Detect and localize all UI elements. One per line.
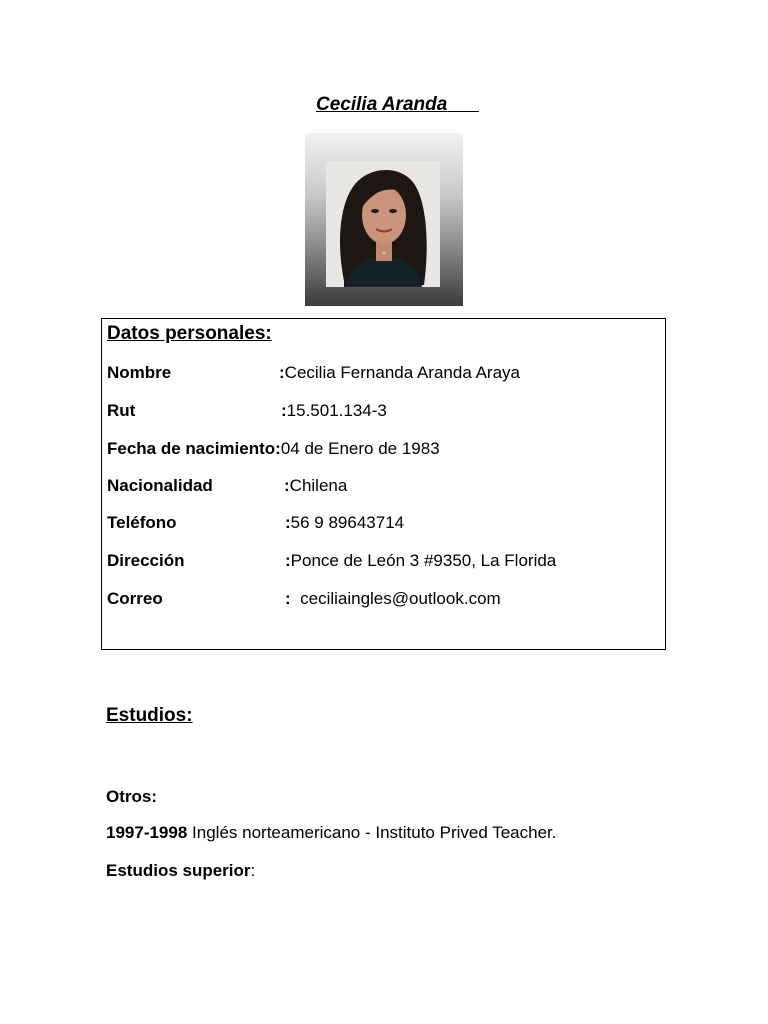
higher-studies-label: Estudios superior xyxy=(106,861,251,880)
colon-correo: : xyxy=(285,589,301,608)
colon-nombre: : xyxy=(279,363,285,382)
row-fecha xyxy=(107,439,440,459)
personal-data-box xyxy=(101,318,666,650)
colon-direccion: : xyxy=(285,551,291,570)
course-years: 1997-1998 xyxy=(106,823,188,842)
label-correo: Correo xyxy=(107,589,163,608)
colon-nacionalidad: : xyxy=(284,476,290,495)
row-nombre xyxy=(107,363,520,383)
higher-studies-line xyxy=(106,861,255,881)
label-direccion: Dirección xyxy=(107,551,185,570)
title-underline-trail xyxy=(447,94,479,115)
value-fecha: 04 de Enero de 1983 xyxy=(280,439,440,458)
label-nacionalidad: Nacionalidad xyxy=(107,476,213,495)
studies-heading: Estudios: xyxy=(106,705,193,726)
label-telefono: Teléfono xyxy=(107,513,177,532)
document-title xyxy=(316,94,479,116)
portrait-icon xyxy=(326,161,440,287)
profile-photo xyxy=(326,161,440,287)
higher-studies-colon: : xyxy=(250,861,256,880)
value-telefono: 56 9 89643714 xyxy=(290,513,405,532)
label-rut: Rut xyxy=(107,401,136,420)
row-correo xyxy=(107,589,501,609)
row-telefono xyxy=(107,513,404,533)
row-nacionalidad xyxy=(107,476,347,496)
personal-data-heading: Datos personales: xyxy=(107,323,272,344)
photo-frame xyxy=(305,133,463,306)
row-rut xyxy=(107,401,387,421)
colon-telefono: : xyxy=(285,513,291,532)
row-direccion xyxy=(107,551,556,571)
value-nombre: Cecilia Fernanda Aranda Araya xyxy=(284,363,520,382)
label-nombre: Nombre xyxy=(107,363,172,382)
course-line xyxy=(106,823,556,843)
value-rut: 15.501.134-3 xyxy=(286,401,387,420)
others-label: Otros: xyxy=(106,787,157,806)
title-name: Cecilia Aranda xyxy=(316,94,448,115)
value-correo: ceciliaingles@outlook.com xyxy=(300,589,501,608)
colon-rut: : xyxy=(281,401,287,420)
value-nacionalidad: Chilena xyxy=(289,476,348,495)
label-fecha: Fecha de nacimiento xyxy=(107,439,276,458)
colon-fecha: : xyxy=(275,439,281,458)
course-description: Inglés norteamericano - Instituto Prived Teacher. xyxy=(187,823,557,842)
value-direccion: Ponce de León 3 #9350, La Florida xyxy=(290,551,557,570)
